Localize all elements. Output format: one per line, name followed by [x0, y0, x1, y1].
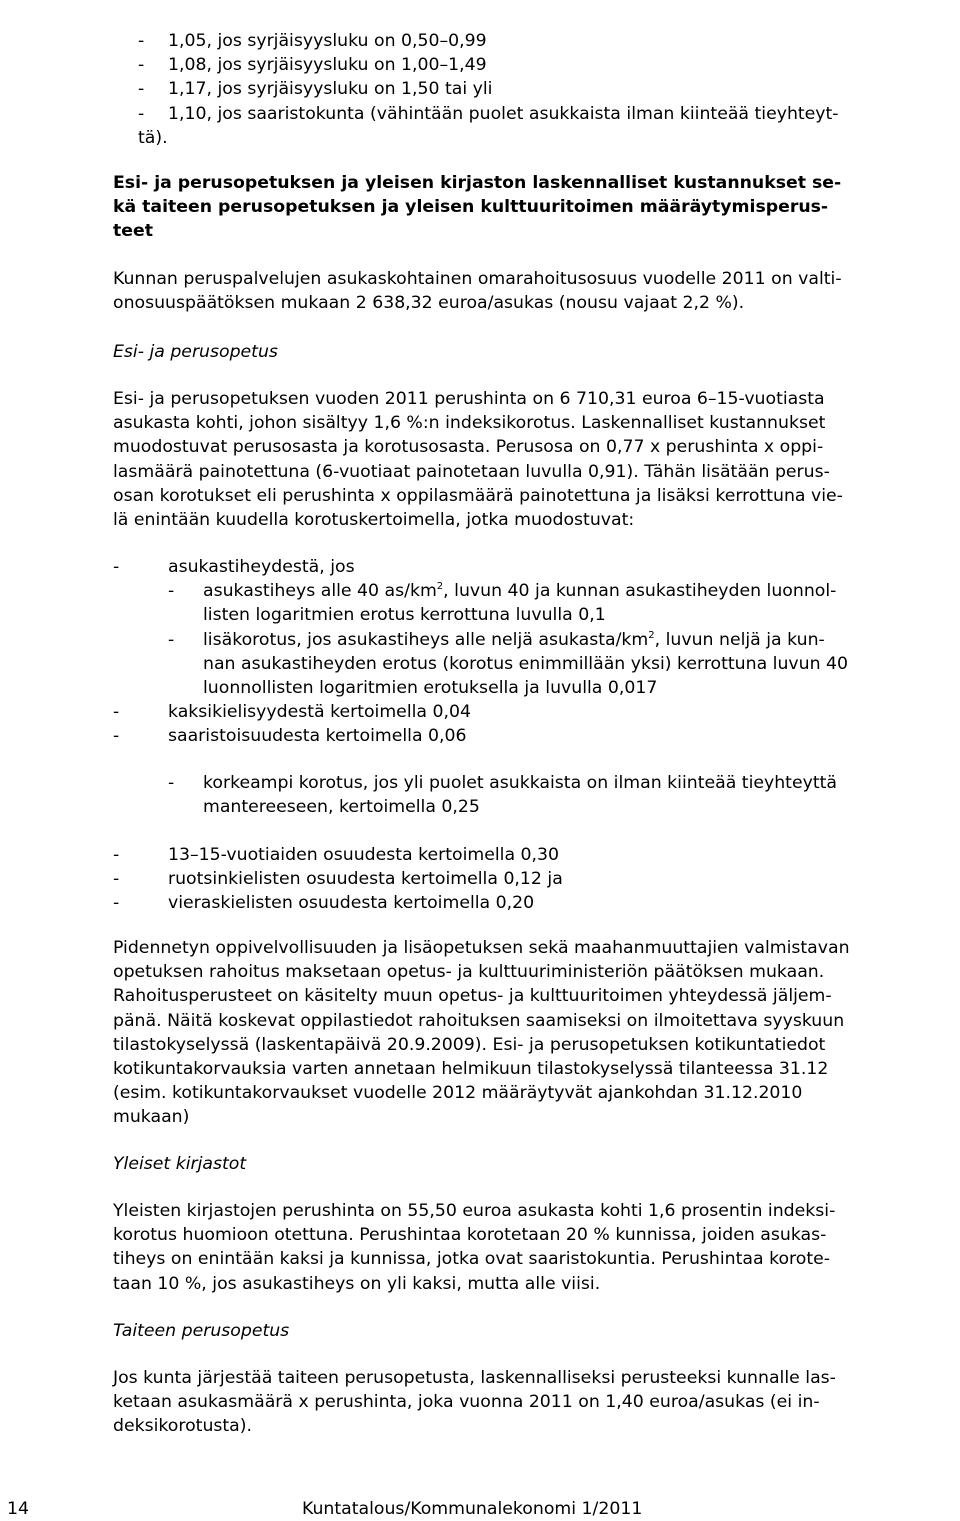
subheading-library: Yleiset kirjastot — [113, 1154, 247, 1174]
intro-paragraph: Kunnan peruspalvelujen asukaskohtainen omarahoitusosuus vuodelle 2011 on valti- onosuuspäätöksen mukaan 2 638,32 euroa/asukas (nousu vajaat 2,2 %). — [113, 269, 842, 314]
sub-list-item-continuation: mantereeseen, kertoimella 0,25 — [203, 797, 480, 818]
subheading-art: Taiteen perusopetus — [113, 1321, 290, 1341]
list-item: - 1,05, jos syrjäisyysluku on 0,50–0,99 — [138, 31, 487, 51]
list-item: - 1,10, jos saaristokunta (vähintään puolet asukkaista ilman kiinteää tieyhteyt- — [138, 103, 839, 124]
list-item: - 1,17, jos syrjäisyysluku on 1,50 tai yli — [138, 79, 493, 100]
esi-paragraph: Esi- ja perusopetuksen vuoden 2011 perushinta on 6 710,31 euroa 6–15-vuotiasta asukasta kohti, johon sisältyy 1,6 %:n indeksikorotus. Laskennalliset kustannukset muodostuvat perusosasta ja korotusosasta. Perusosa on 0,77 x perushinta x oppi- lasmäärä painotettuna (6-vuotiaat painotetaan luvulla 0,91). Tähän lisätään perus- osan korotukset eli perushinta x oppilasmäärä painotettuna ja lisäksi kerrottuna vie- lä enintään kuudella korotuskertoimella, jotka muodostuvat: — [113, 389, 843, 531]
sub-list-item: - asukastiheys alle 40 $as/km^2$, luvun 40 ja kunnan asukastiheyden luonnol- — [168, 581, 837, 602]
main-heading: Esi- ja perusopetuksen ja yleisen kirjaston laskennalliset kustannukset se- kä taiteen perusopetuksen ja yleisen kulttuuritoimen määräytymisperus- teet — [113, 173, 842, 242]
list-item: - kaksikielisyydestä kertoimella 0,04 — [113, 702, 471, 723]
list-item: - saaristoisuudesta kertoimella 0,06 — [113, 726, 467, 747]
subheading-esi: Esi- ja perusopetus — [113, 342, 278, 362]
list-item: - asukastiheydestä, jos — [113, 557, 355, 577]
list-item: - ruotsinkielisten osuudesta kertoimella 0,12 ja — [113, 869, 563, 890]
library-paragraph: Yleisten kirjastojen perushinta on 55,50 euroa asukasta kohti 1,6 prosentin indeksi- korotus huomioon otettuna. Perushintaa korotetaan 20 % kunnissa, joiden asukas- tiheys on enintään kaksi ja kunnissa, jotka ovat saaristokuntia. Perushintaa korote- taan 10 %, jos asukastiheys on yli kaksi, mutta alle viisi. — [113, 1201, 836, 1294]
list-item: - vieraskielisten osuudesta kertoimella 0,20 — [113, 893, 535, 914]
sub-list-item-continuation: luonnollisten logaritmien erotuksella ja luvulla 0,017 — [203, 678, 658, 699]
higher-raise-item — [113, 771, 951, 819]
list-item: - 1,08, jos syrjäisyysluku on 1,00–1,49 — [138, 55, 487, 76]
sub-list-item: - korkeampi korotus, jos yli puolet asukkaista on ilman kiinteää tieyhteyttä — [168, 773, 837, 793]
page-number: 14 — [7, 1499, 29, 1519]
sub-list-item: - lisäkorotus, jos asukastiheys alle neljä asukasta/$km^2$, luvun neljä ja kun- — [168, 629, 825, 650]
list-item-continuation: tä). — [138, 127, 168, 148]
list-item: - 13–15-vuotiaiden osuudesta kertoimella 0,30 — [113, 845, 560, 865]
sub-list-item-continuation: nan asukastiheyden erotus (korotus enimmillään yksi) kerrottuna luvun 40 — [203, 653, 849, 674]
publication-name: Kuntatalous/Kommunalekonomi 1/2011 — [302, 1499, 643, 1519]
sub-list-item-continuation: listen logaritmien erotus kerrottuna luvulla 0,1 — [203, 605, 606, 626]
top-list — [138, 29, 951, 150]
extended-education-paragraph: Pidennetyn oppivelvollisuuden ja lisäopetuksen sekä maahanmuuttajien valmistavan opetuksen rahoitus maksetaan opetus- ja kulttuuriministeriön päätöksen mukaan. Rahoitusperusteet on käsitelty muun opetus- ja kulttuuritoimen yhteydessä jäljem- pänä. Näitä koskevat oppilastiedot rahoituksen saamiseksi on ilmoitettava syyskuun tilastokyselyssä (laskentapäivä 20.9.2009). Esi- ja perusopetuksen kotikuntatiedot kotikuntakorvauksia varten annetaan helmikuun tilastokyselyssä tilanteessa 31.12 (esim. kotikuntakorvaukset vuodelle 2012 määräytyvät ajankohdan 31.12.2010 mukaan) — [113, 938, 850, 1128]
art-paragraph: Jos kunta järjestää taiteen perusopetusta, laskennalliseksi perusteeksi kunnalle las- ketaan asukasmäärä x perushinta, joka vuonna 2011 on 1,40 euroa/asukas (ei in- deksikorotusta). — [113, 1368, 836, 1437]
age-list — [113, 843, 951, 916]
density-list — [113, 555, 951, 749]
